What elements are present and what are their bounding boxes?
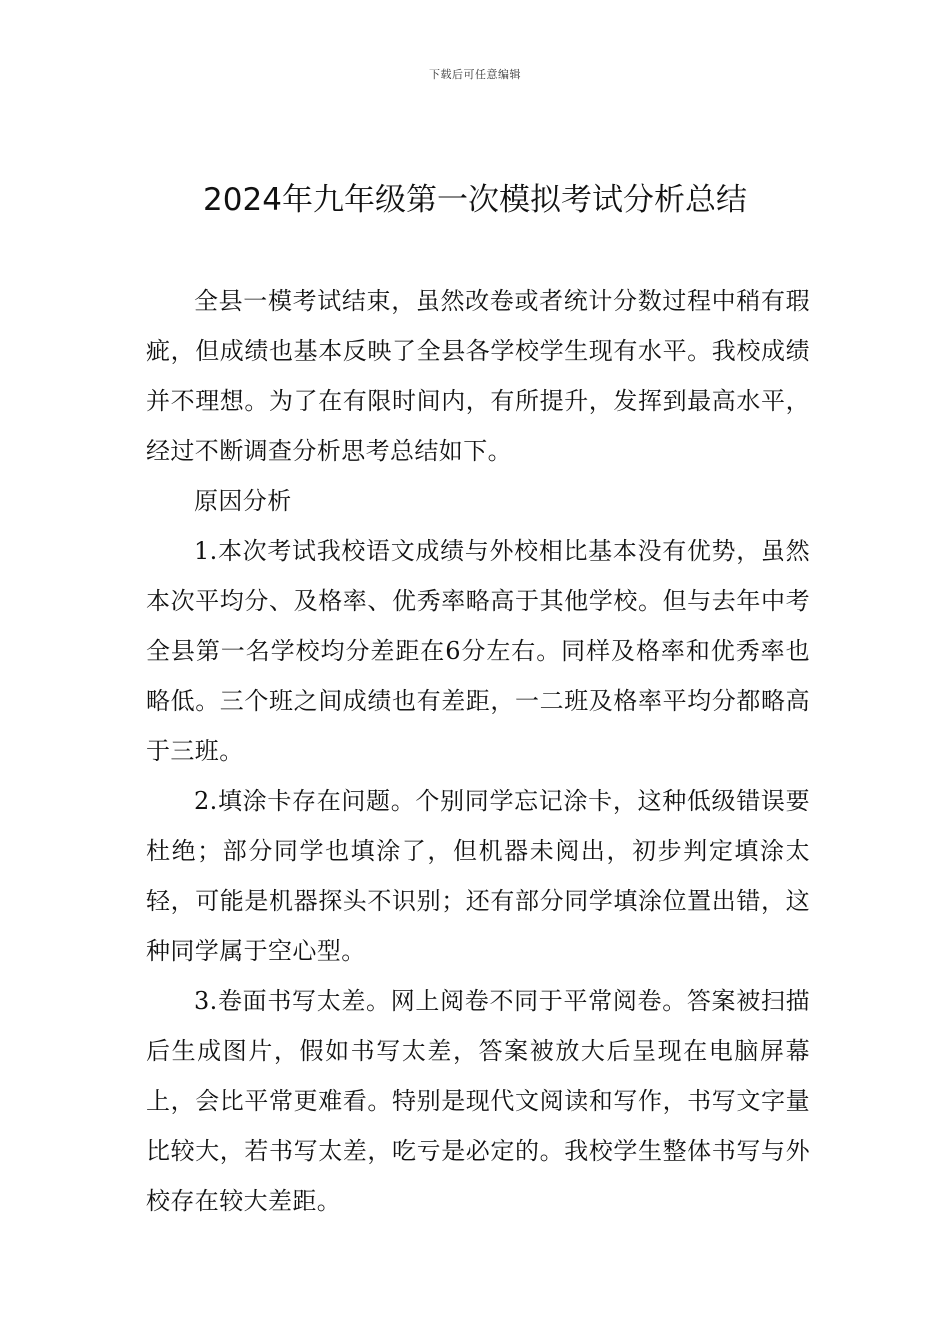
header-note: 下载后可任意编辑 — [429, 68, 521, 81]
paragraph-intro: 全县一模考试结束，虽然改卷或者统计分数过程中稍有瑕疵，但成绩也基本反映了全县各学校学生现有水平。我校成绩并不理想。为了在有限时间内，有所提升，发挥到最高水平，经过不断调查分析思考总结如下。 — [146, 287, 810, 465]
paragraph-point-1: 1.本次考试我校语文成绩与外校相比基本没有优势，虽然本次平均分、及格率、优秀率略高于其他学校。但与去年中考全县第一名学校均分差距在6分左右。同样及格率和优秀率也略低。三个班之间成绩也有差距，一二班及格率平均分都略高于三班。 — [146, 537, 810, 765]
document-body — [146, 276, 810, 1226]
paragraph-point-2: 2.填涂卡存在问题。个别同学忘记涂卡，这种低级错误要杜绝；部分同学也填涂了，但机器未阅出，初步判定填涂太轻，可能是机器探头不识别；还有部分同学填涂位置出错，这种同学属于空心型。 — [146, 787, 810, 965]
paragraph-section-heading: 原因分析 — [194, 487, 292, 515]
document-title: 2024年九年级第一次模拟考试分析总结 — [203, 182, 747, 218]
paragraph-point-3: 3.卷面书写太差。网上阅卷不同于平常阅卷。答案被扫描后生成图片，假如书写太差，答案被放大后呈现在电脑屏幕上，会比平常更难看。特别是现代文阅读和写作，书写文字量比较大，若书写太差，吃亏是必定的。我校学生整体书写与外校存在较大差距。 — [146, 987, 810, 1215]
